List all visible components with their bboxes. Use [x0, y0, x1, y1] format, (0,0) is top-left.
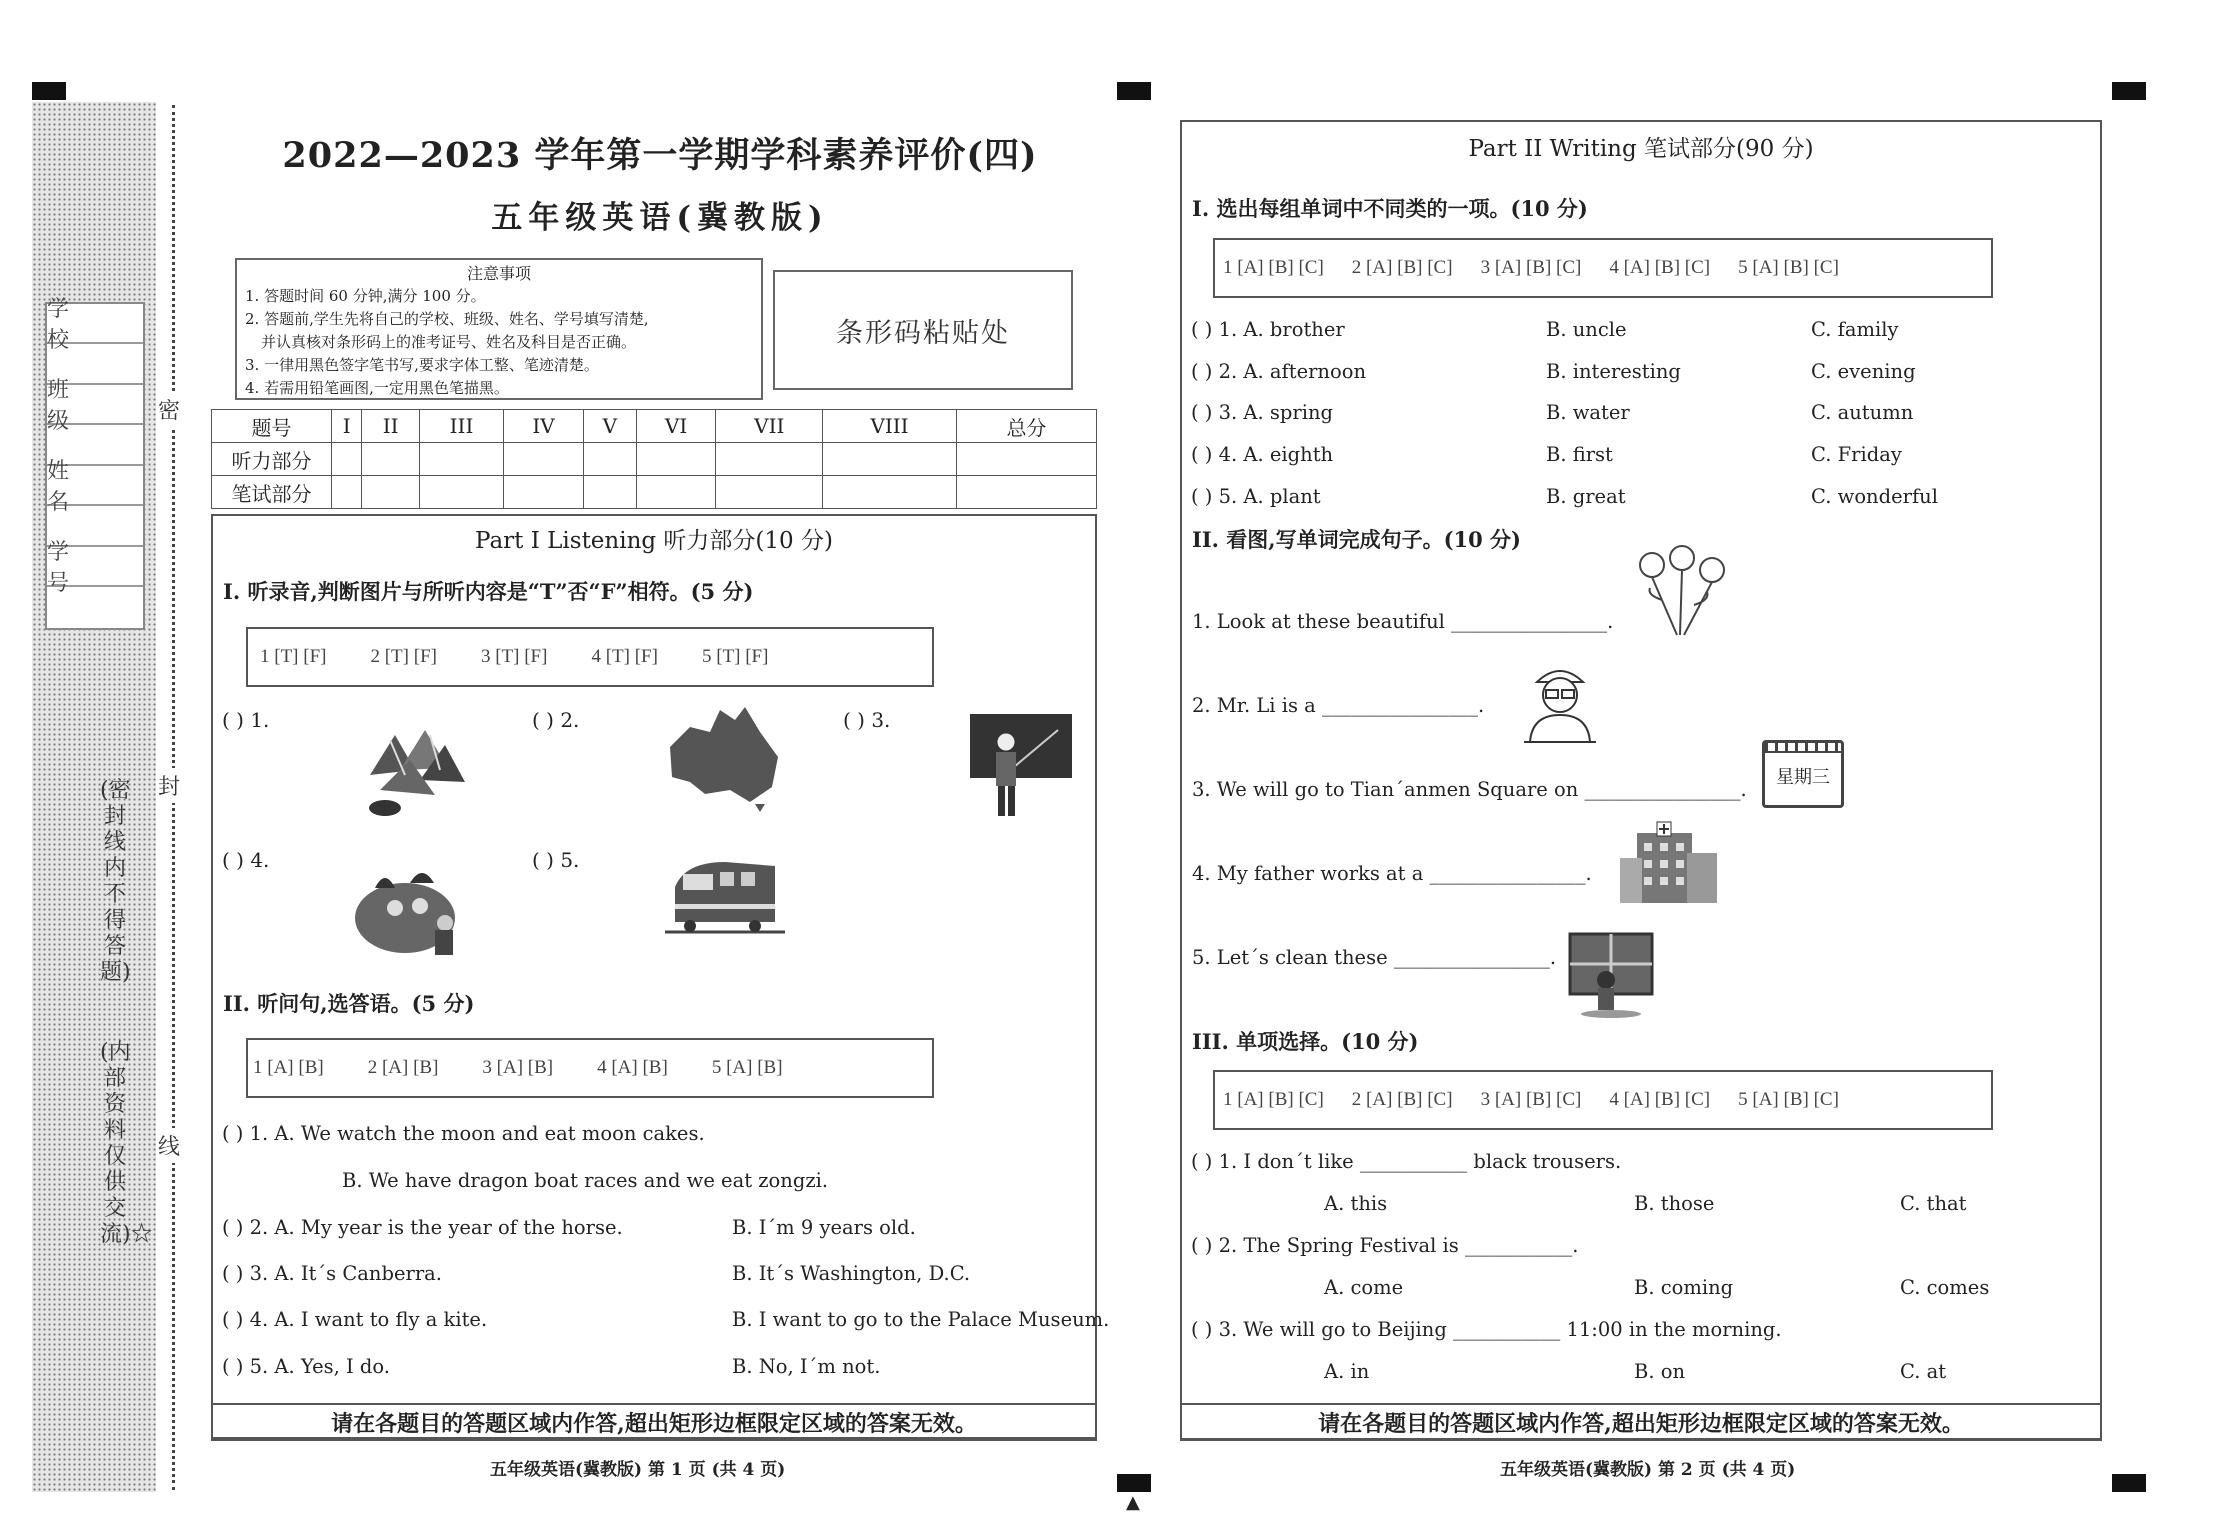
- teacher-icon: [968, 712, 1074, 820]
- doctor-icon: [1522, 660, 1598, 744]
- note-item: 2. 答题前,学生先将自己的学校、班级、姓名、学号填写清楚,: [245, 310, 649, 328]
- p2-s3-option-b: B. on: [1634, 1360, 1686, 1383]
- p2-s1-option-a: ( ) 1. A. brother: [1191, 318, 1345, 341]
- seal-char-feng: 封: [158, 768, 180, 803]
- bottom-notice: 请在各题目的答题区域内作答,超出矩形边框限定区域的答案无效。: [1180, 1403, 2102, 1441]
- answer-option[interactable]: 1 [A] [B]: [253, 1057, 324, 1078]
- p1-s2-question: ( ) 5. A. Yes, I do.: [222, 1355, 390, 1378]
- p2-s3-option-b: B. those: [1634, 1192, 1715, 1215]
- p2-s3-question: ( ) 3. We will go to Beijing ___________ 11:00 in the morning.: [1191, 1318, 1782, 1341]
- class-label: 班 级: [47, 385, 143, 425]
- p2-s1-option-b: B. water: [1546, 401, 1630, 424]
- p1-s1-item[interactable]: ( ) 1.: [222, 708, 270, 732]
- p2-s1-option-c: C. Friday: [1811, 443, 1902, 466]
- p2-s2-sentence: 4. My father works at a ________________.: [1192, 862, 1592, 885]
- p2-s3-option-a: A. come: [1324, 1276, 1404, 1299]
- answer-option[interactable]: 4 [A] [B]: [597, 1057, 668, 1078]
- p2-s1-option-a: ( ) 3. A. spring: [1191, 401, 1333, 424]
- answer-option[interactable]: 2 [T] [F]: [370, 646, 437, 667]
- name-label: 姓 名: [47, 466, 143, 506]
- note-item: 4. 若需用铅笔画图,一定用黑色笔描黑。: [245, 379, 509, 397]
- p2-s3-option-c: C. comes: [1900, 1276, 1990, 1299]
- p1-s2-option-b: B. I´m 9 years old.: [732, 1216, 916, 1239]
- exam-subtitle: 五年级英语(冀教版): [491, 200, 829, 236]
- registration-mark: [2112, 1474, 2146, 1492]
- answer-option[interactable]: 4 [A] [B] [C]: [1609, 257, 1711, 278]
- p2-s1-option-c: C. autumn: [1811, 401, 1914, 424]
- note-item: 并认真核对条形码上的准考证号、姓名及科目是否正确。: [261, 333, 637, 351]
- answer-option[interactable]: 1 [T] [F]: [260, 646, 327, 667]
- answer-option[interactable]: 5 [A] [B] [C]: [1738, 257, 1839, 278]
- page1-footer: 五年级英语(冀教版) 第 1 页 (共 4 页): [490, 1460, 786, 1480]
- seal-char-mi: 密: [158, 392, 180, 427]
- score-table: [211, 409, 1097, 509]
- p1-s2-question: ( ) 3. A. It´s Canberra.: [222, 1262, 442, 1285]
- p2-s3-option-a: A. in: [1324, 1360, 1370, 1383]
- p1-s2-question: ( ) 2. A. My year is the year of the horse.: [222, 1216, 623, 1239]
- crowd-icon: [350, 848, 470, 958]
- school-label: 学 校: [47, 304, 143, 344]
- p1-s2-option-b: B. No, I´m not.: [732, 1355, 881, 1378]
- p1-s1-item[interactable]: ( ) 5.: [532, 848, 580, 872]
- notes-box: [235, 258, 763, 400]
- answer-option[interactable]: 2 [A] [B] [C]: [1351, 1089, 1453, 1110]
- registration-mark: [2112, 82, 2146, 100]
- australia-map-icon: [660, 702, 790, 812]
- p2-s1-answer-box: [1213, 238, 1993, 298]
- answer-option[interactable]: 5 [T] [F]: [701, 646, 769, 667]
- p2-s1-option-b: B. first: [1546, 443, 1613, 466]
- p2-section1-title: I. 选出每组单词中不同类的一项。(10 分): [1192, 196, 1588, 221]
- p2-s1-option-a: ( ) 5. A. plant: [1191, 485, 1321, 508]
- p2-s2-sentence: 5. Let´s clean these ________________.: [1192, 946, 1557, 969]
- p1-s1-item[interactable]: ( ) 3.: [843, 708, 891, 732]
- p1-s2-answer-box: [246, 1038, 934, 1098]
- seal-char-xian: 线: [158, 1128, 180, 1163]
- answer-option[interactable]: 1 [A] [B] [C]: [1223, 257, 1324, 278]
- answer-option[interactable]: 4 [A] [B] [C]: [1609, 1089, 1711, 1110]
- student-id-label: 学 号: [47, 547, 143, 587]
- registration-mark: [1117, 1474, 1151, 1492]
- train-icon: [665, 852, 785, 942]
- answer-option[interactable]: 3 [A] [B] [C]: [1480, 257, 1582, 278]
- p1-s1-item[interactable]: ( ) 2.: [532, 708, 580, 732]
- p2-s1-option-b: B. great: [1546, 485, 1626, 508]
- part1-heading: Part I Listening 听力部分(10 分): [475, 528, 833, 554]
- score-header: II: [362, 410, 419, 443]
- answer-option[interactable]: 5 [A] [B] [C]: [1738, 1089, 1839, 1110]
- score-row-label: 听力部分: [212, 443, 332, 476]
- p1-section2-title: II. 听问句,选答语。(5 分): [223, 991, 475, 1016]
- p1-s1-item[interactable]: ( ) 4.: [222, 848, 270, 872]
- p2-s1-option-b: B. interesting: [1546, 360, 1681, 383]
- answer-option[interactable]: 2 [A] [B] [C]: [1351, 257, 1453, 278]
- p2-s1-option-c: C. family: [1811, 318, 1899, 341]
- score-header: VIII: [823, 410, 957, 443]
- answer-option[interactable]: 5 [A] [B]: [711, 1057, 783, 1078]
- p1-s1-answer-box: [246, 627, 934, 687]
- p1-section1-title: I. 听录音,判断图片与所听内容是“T”否“F”相符。(5 分): [223, 579, 754, 604]
- p2-s3-option-c: C. at: [1900, 1360, 1947, 1383]
- p2-s3-option-c: C. that: [1900, 1192, 1967, 1215]
- answer-option[interactable]: 1 [A] [B] [C]: [1223, 1089, 1324, 1110]
- p2-s2-sentence: 3. We will go to Tian´anmen Square on ________________.: [1192, 778, 1747, 801]
- score-header: III: [419, 410, 503, 443]
- p1-s2-option-b: B. We have dragon boat races and we eat zongzi.: [342, 1169, 829, 1192]
- bottom-notice: 请在各题目的答题区域内作答,超出矩形边框限定区域的答案无效。: [211, 1403, 1097, 1441]
- score-header: 总分: [956, 410, 1096, 443]
- internal-material-text: (内部资料 仅供交流)☆: [100, 1040, 153, 1247]
- score-row-label: 笔试部分: [212, 476, 332, 509]
- p2-section3-title: III. 单项选择。(10 分): [1192, 1029, 1419, 1054]
- zongzi-icon: [360, 720, 470, 820]
- barcode-area: 条形码粘贴处: [773, 270, 1073, 390]
- score-header: 题号: [212, 410, 332, 443]
- student-info-box: [45, 297, 145, 630]
- calendar-icon: [1762, 740, 1844, 808]
- registration-mark: [1117, 82, 1151, 100]
- p1-s2-question: ( ) 4. A. I want to fly a kite.: [222, 1308, 488, 1331]
- p2-s1-option-b: B. uncle: [1546, 318, 1627, 341]
- exam-title: 2022—2023 学年第一学期学科素养评价(四): [282, 135, 1038, 176]
- answer-option[interactable]: 3 [A] [B]: [482, 1057, 554, 1078]
- part2-heading: Part II Writing 笔试部分(90 分): [1468, 136, 1814, 162]
- answer-option[interactable]: 3 [A] [B] [C]: [1480, 1089, 1582, 1110]
- center-arrow: ▲: [1126, 1492, 1140, 1513]
- note-item: 1. 答题时间 60 分钟,满分 100 分。: [245, 287, 486, 305]
- answer-option[interactable]: 4 [T] [F]: [591, 646, 658, 667]
- p2-s3-question: ( ) 1. I don´t like ___________ black trousers.: [1191, 1150, 1622, 1173]
- score-row-listening: [212, 443, 1097, 476]
- page2-footer: 五年级英语(冀教版) 第 2 页 (共 4 页): [1500, 1460, 1796, 1480]
- answer-option[interactable]: 2 [A] [B]: [367, 1057, 439, 1078]
- p1-s2-question: ( ) 1. A. We watch the moon and eat moon cakes.: [222, 1122, 705, 1145]
- flowers-icon: [1622, 540, 1742, 640]
- p2-section2-title: II. 看图,写单词完成句子。(10 分): [1192, 527, 1521, 552]
- p2-s1-option-a: ( ) 2. A. afternoon: [1191, 360, 1367, 383]
- score-header: IV: [504, 410, 584, 443]
- note-item: 3. 一律用黑色签字笔书写,要求字体工整、笔迹清楚。: [245, 356, 599, 374]
- p2-s3-question: ( ) 2. The Spring Festival is ___________.: [1191, 1234, 1579, 1257]
- p2-s2-sentence: 2. Mr. Li is a ________________.: [1192, 694, 1485, 717]
- score-header: V: [583, 410, 636, 443]
- score-header: I: [332, 410, 362, 443]
- score-row-writing: [212, 476, 1097, 509]
- registration-mark: [32, 82, 66, 100]
- p2-s3-answer-box: [1213, 1070, 1993, 1130]
- score-header: VI: [636, 410, 716, 443]
- notes-title: 注意事项: [466, 264, 531, 283]
- seal-warning-text: (密封线内不得答题): [100, 778, 131, 985]
- p1-s2-option-b: B. I want to go to the Palace Museum.: [732, 1308, 1110, 1331]
- p2-s2-sentence: 1. Look at these beautiful ________________.: [1192, 610, 1614, 633]
- p2-s1-option-c: C. wonderful: [1811, 485, 1938, 508]
- window-icon: [1566, 930, 1656, 1020]
- score-header: VII: [716, 410, 823, 443]
- p2-s1-option-a: ( ) 4. A. eighth: [1191, 443, 1334, 466]
- hospital-icon: [1612, 818, 1728, 908]
- calendar-day: 星期三: [1776, 767, 1830, 788]
- p2-s3-option-b: B. coming: [1634, 1276, 1734, 1299]
- score-table-header: [212, 410, 1097, 443]
- answer-option[interactable]: 3 [T] [F]: [480, 646, 548, 667]
- p1-s2-option-b: B. It´s Washington, D.C.: [732, 1262, 971, 1285]
- p2-s3-option-a: A. this: [1324, 1192, 1388, 1215]
- p2-s1-option-c: C. evening: [1811, 360, 1916, 383]
